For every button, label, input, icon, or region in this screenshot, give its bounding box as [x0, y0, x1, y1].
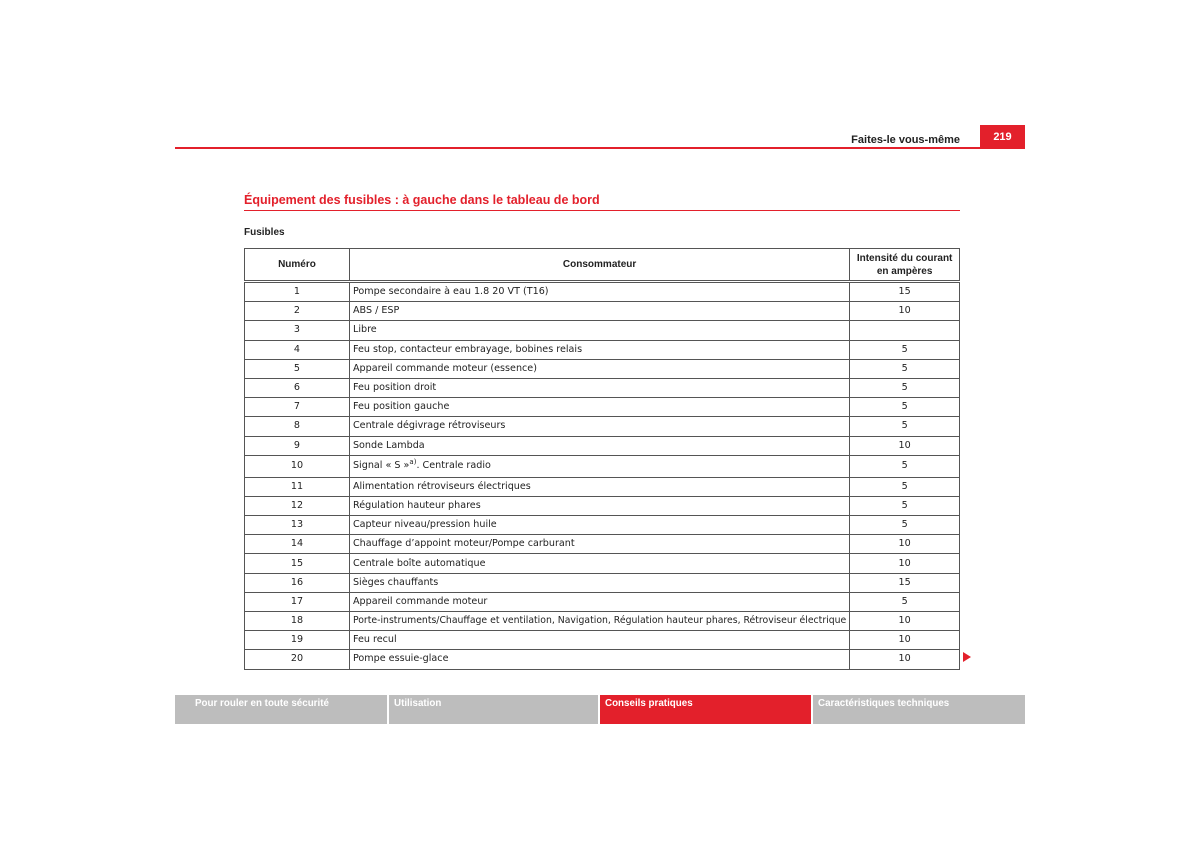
header-consumer: Consommateur — [349, 249, 849, 282]
fuse-table — [244, 248, 960, 670]
footnote-ref: a) — [409, 458, 417, 466]
fuse-number: 11 — [245, 477, 350, 496]
table-row — [245, 321, 960, 340]
fuse-number: 7 — [245, 398, 350, 417]
fuse-amperage: 10 — [850, 650, 960, 669]
fuse-amperage: 5 — [850, 398, 960, 417]
fuse-consumer: Régulation hauteur phares — [349, 496, 849, 515]
fuse-consumer — [349, 455, 849, 477]
table-row — [245, 650, 960, 669]
triangle-right-icon[interactable] — [963, 652, 971, 662]
fuse-amperage: 10 — [850, 302, 960, 321]
fuse-number: 3 — [245, 321, 350, 340]
fuse-number: 14 — [245, 535, 350, 554]
fuse-amperage: 5 — [850, 417, 960, 436]
fuse-number: 13 — [245, 516, 350, 535]
table-row — [245, 554, 960, 573]
fuse-consumer: Pompe secondaire à eau 1.8 20 VT (T16) — [349, 282, 849, 302]
fuse-number: 6 — [245, 378, 350, 397]
fuse-consumer: Appareil commande moteur (essence) — [349, 359, 849, 378]
table-row — [245, 496, 960, 515]
footer-nav — [175, 695, 1025, 724]
table-header-row — [245, 249, 960, 282]
fuse-consumer: Porte-instruments/Chauffage et ventilation, Navigation, Régulation hauteur phares, Rétroviseur électrique — [349, 612, 849, 631]
tab-pour-rouler-en-toute-securite[interactable]: Pour rouler en toute sécurité — [175, 695, 387, 724]
fuse-amperage: 10 — [850, 554, 960, 573]
fuse-number: 4 — [245, 340, 350, 359]
fuse-number: 17 — [245, 592, 350, 611]
fuse-consumer: Centrale dégivrage rétroviseurs — [349, 417, 849, 436]
table-row — [245, 417, 960, 436]
fuse-consumer: Alimentation rétroviseurs électriques — [349, 477, 849, 496]
table-row — [245, 477, 960, 496]
table-caption: Fusibles — [244, 227, 285, 238]
table-row — [245, 631, 960, 650]
fuse-consumer: Capteur niveau/pression huile — [349, 516, 849, 535]
fuse-amperage: 5 — [850, 359, 960, 378]
table-row — [245, 573, 960, 592]
header-rule — [175, 147, 1025, 149]
fuse-consumer: Feu stop, contacteur embrayage, bobines relais — [349, 340, 849, 359]
consumer-text: Signal « S » — [352, 460, 410, 472]
fuse-amperage — [850, 321, 960, 340]
fuse-amperage: 10 — [850, 436, 960, 455]
fuse-number: 12 — [245, 496, 350, 515]
fuse-consumer: Feu position droit — [349, 378, 849, 397]
table-row — [245, 359, 960, 378]
fuse-consumer: Libre — [349, 321, 849, 340]
fuse-consumer: Sonde Lambda — [349, 436, 849, 455]
table-row — [245, 612, 960, 631]
table-row — [245, 398, 960, 417]
fuse-number: 9 — [245, 436, 350, 455]
page-title: Équipement des fusibles : à gauche dans le tableau de bord — [244, 193, 600, 207]
fuse-amperage: 5 — [850, 378, 960, 397]
fuse-amperage: 15 — [850, 282, 960, 302]
fuse-number: 19 — [245, 631, 350, 650]
consumer-text: . Centrale radio — [416, 460, 491, 472]
fuse-number: 1 — [245, 282, 350, 302]
fuse-amperage: 5 — [850, 455, 960, 477]
table-row — [245, 302, 960, 321]
fuse-consumer: Centrale boîte automatique — [349, 554, 849, 573]
fuse-consumer: Sièges chauffants — [349, 573, 849, 592]
fuse-consumer: Appareil commande moteur — [349, 592, 849, 611]
fuse-amperage: 15 — [850, 573, 960, 592]
tab-caracteristiques-techniques[interactable]: Caractéristiques techniques — [813, 695, 1025, 724]
table-row — [245, 436, 960, 455]
fuse-number: 16 — [245, 573, 350, 592]
fuse-amperage: 5 — [850, 592, 960, 611]
table-row — [245, 455, 960, 477]
table-row — [245, 535, 960, 554]
fuse-number: 20 — [245, 650, 350, 669]
fuse-number: 8 — [245, 417, 350, 436]
fuse-amperage: 5 — [850, 516, 960, 535]
table-row — [245, 516, 960, 535]
header-section-title: Faites-le vous-même — [851, 134, 960, 146]
fuse-amperage: 5 — [850, 496, 960, 515]
fuse-amperage: 5 — [850, 340, 960, 359]
fuse-number: 5 — [245, 359, 350, 378]
fuse-number: 10 — [245, 455, 350, 477]
table-row — [245, 592, 960, 611]
tab-conseils-pratiques[interactable]: Conseils pratiques — [600, 695, 811, 724]
fuse-consumer: Pompe essuie-glace — [349, 650, 849, 669]
fuse-number: 15 — [245, 554, 350, 573]
table-row — [245, 340, 960, 359]
fuse-number: 18 — [245, 612, 350, 631]
fuse-number: 2 — [245, 302, 350, 321]
fuse-amperage: 10 — [850, 535, 960, 554]
title-rule — [244, 210, 960, 211]
fuse-amperage: 10 — [850, 631, 960, 650]
table-row — [245, 282, 960, 302]
tab-utilisation[interactable]: Utilisation — [389, 695, 598, 724]
fuse-consumer: ABS / ESP — [349, 302, 849, 321]
fuse-consumer: Feu recul — [349, 631, 849, 650]
header-amperage: Intensité du courant en ampères — [850, 249, 960, 282]
fuse-amperage: 10 — [850, 612, 960, 631]
header-number: Numéro — [245, 249, 350, 282]
page-number: 219 — [980, 125, 1025, 148]
fuse-consumer: Chauffage d’appoint moteur/Pompe carburant — [349, 535, 849, 554]
table-row — [245, 378, 960, 397]
fuse-amperage: 5 — [850, 477, 960, 496]
fuse-consumer: Feu position gauche — [349, 398, 849, 417]
